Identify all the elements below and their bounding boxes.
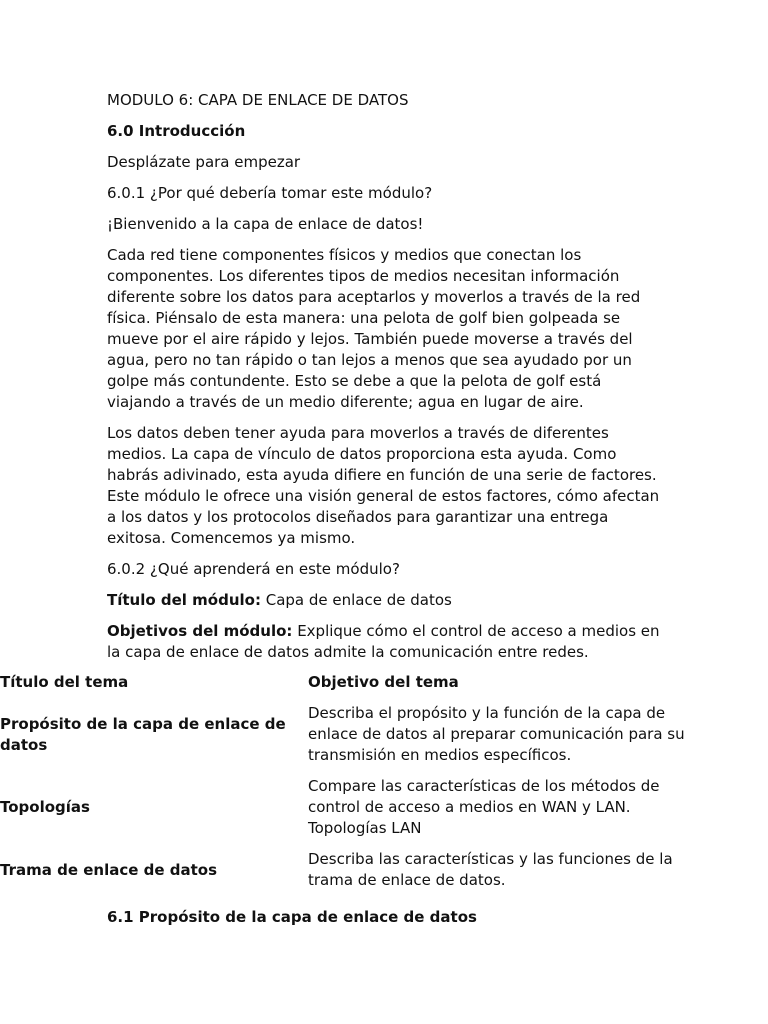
- module-title-label: Título del módulo:: [107, 591, 261, 609]
- header-objective: Objetivo del tema: [308, 673, 459, 691]
- objective-cell: Describa las características y las funciones de la trama de enlace de datos.: [308, 850, 673, 889]
- table-header-row: [0, 672, 700, 703]
- module-title-line: [107, 590, 667, 611]
- module-title-value: Capa de enlace de datos: [260, 591, 452, 609]
- topic-cell: Trama de enlace de datos: [0, 860, 218, 879]
- objective-cell: Compare las características de los métodos de control de acceso a medios en WAN y LAN. Topologías LAN: [308, 777, 660, 837]
- welcome-text: ¡Bienvenido a la capa de enlace de datos!: [107, 215, 424, 233]
- why-heading: 6.0.1 ¿Por qué debería tomar este módulo?: [107, 184, 433, 202]
- document-body: [107, 90, 667, 673]
- table-row: [0, 703, 700, 776]
- intro-heading: 6.0 Introducción: [107, 122, 246, 140]
- paragraph-2: Los datos deben tener ayuda para moverlos a través de diferentes medios. La capa de vínculo de datos proporciona esta ayuda. Como habrás adivinado, esta ayuda difiere en función de una serie de factores. Este módulo le ofrece una visión general de estos factores, cómo afectan a los datos y los protocolos diseñados para garantizar una entrega exitosa. Comencemos ya mismo.: [107, 424, 660, 547]
- topics-table: [0, 672, 700, 901]
- paragraph-1: Cada red tiene componentes físicos y medios que conectan los componentes. Los diferentes tipos de medios necesitan información diferente sobre los datos para aceptarlos y moverlos a través de la red física. Piénsalo de esta manera: una pelota de golf bien golpeada se mueve por el aire rápido y lejos. También puede moverse a través del agua, pero no tan rápido o tan lejos a menos que sea ayudado por un golpe más contundente. Esto se debe a que la pelota de golf está viajando a través de un medio diferente; agua en lugar de aire.: [107, 246, 641, 411]
- objectives-line: [107, 621, 667, 663]
- topic-cell: Topologías: [0, 798, 90, 816]
- table-row: [0, 849, 700, 901]
- header-topic: Título del tema: [0, 673, 129, 691]
- module-title: MODULO 6: CAPA DE ENLACE DE DATOS: [107, 91, 409, 109]
- objectives-value: Explique cómo el control de acceso a medios en la capa de enlace de datos admite la comunicación entre redes.: [107, 622, 660, 661]
- scroll-hint: Desplázate para empezar: [107, 153, 301, 171]
- learn-heading: 6.0.2 ¿Qué aprenderá en este módulo?: [107, 560, 400, 578]
- next-section-heading: 6.1 Propósito de la capa de enlace de datos: [107, 908, 477, 926]
- topic-cell: Propósito de la capa de enlace de datos: [0, 714, 286, 754]
- table-row: [0, 776, 700, 849]
- objectives-label: Objetivos del módulo:: [107, 622, 293, 640]
- objective-cell: Describa el propósito y la función de la capa de enlace de datos al preparar comunicación para su transmisión en medios específicos.: [308, 704, 685, 764]
